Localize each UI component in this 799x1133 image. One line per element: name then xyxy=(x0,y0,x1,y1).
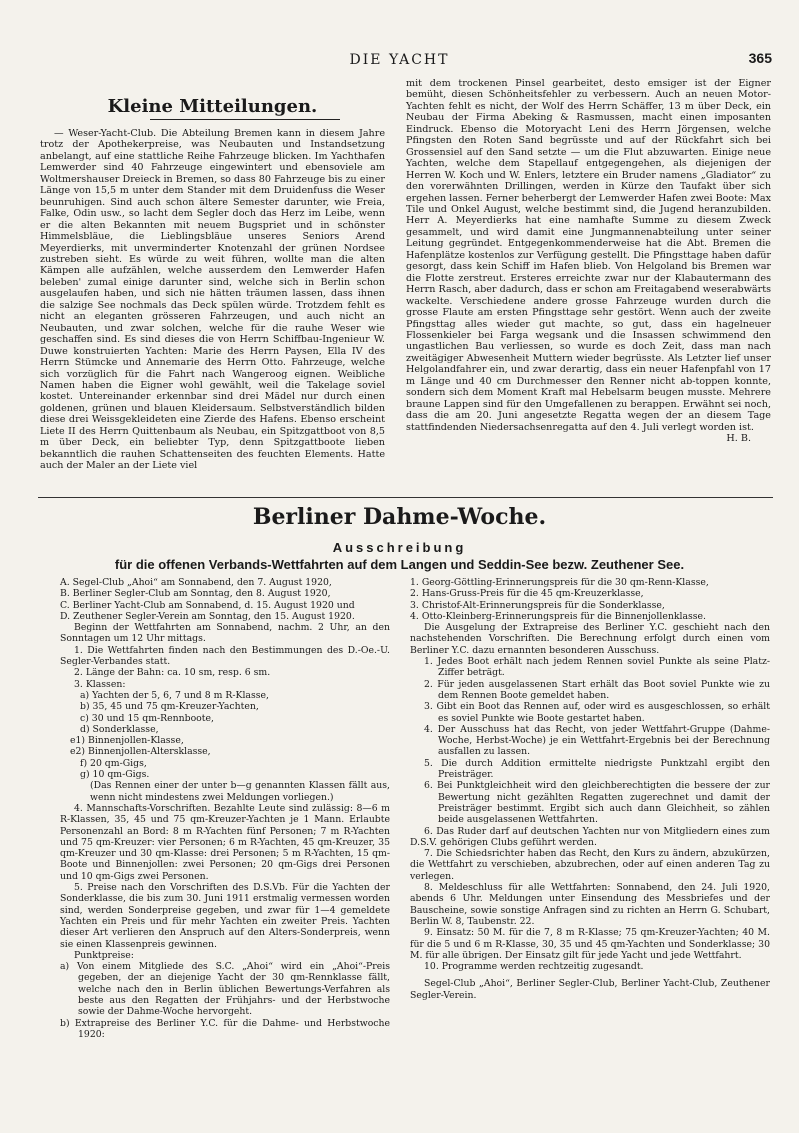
article-subtitle: Ausschreibung xyxy=(332,540,467,555)
paragraph: 7. Die Schiedsrichter haben das Recht, den Kurs zu ändern, abzukürzen, die Wettfahrt zu verschieben, abzubrechen, oder auf einen anderen Tag zu verlegen. xyxy=(410,848,770,882)
list-item: A. Segel-Club „Ahoi“ am Sonnabend, den 7. August 1920, xyxy=(60,577,332,588)
list-item: a) Von einem Mitgliede des S.C. „Ahoi“ wird ein „Ahoi“-Preis gegeben, der an diejenige Yacht der 30 qm-Rennklasse fällt, welche nach den in Berlin üblichen Bewertungs-Verfahren als beste aus den Regatten der Frühjahrs- und der Herbstwoche sowie der Dahme-Woche hervorgeht. xyxy=(60,961,390,1018)
signatories: Segel-Club „Ahoi“, Berliner Segler-Club, Berliner Yacht-Club, Zeuthener Segler-Verein. xyxy=(410,978,770,1001)
paragraph: 6. Das Ruder darf auf deutschen Yachten nur von Mitgliedern eines zum D.S.V. gehörigen Clubs geführt werden. xyxy=(410,825,770,848)
note: (Das Rennen einer der unter b—g genannten Klassen fällt aus, wenn nicht mindestens zwei Meldungen vorliegen.) xyxy=(90,780,390,803)
list-item: 4. Der Ausschuss hat das Recht, von jeder Wettfahrt-Gruppe (Dahme-Woche, Herbst-Woche) je ein Wettfahrt-Ergebnis bei der Berechnung ausfallen zu lassen. xyxy=(424,723,770,758)
list-item: C. Berliner Yacht-Club am Sonnabend, d. 15. August 1920 und xyxy=(60,599,355,611)
list-item: c) 30 und 15 qm-Rennboote, xyxy=(80,712,214,724)
list-item: 5. Die durch Addition ermittelte niedrigste Punktzahl ergibt den Preisträger. xyxy=(424,757,770,781)
paragraph: Beginn der Wettfahrten am Sonnabend, nachm. 2 Uhr, an den Sonntagen um 12 Uhr mittags. xyxy=(60,622,390,645)
paragraph: 3. Klassen: xyxy=(74,678,126,690)
list-item: e1) Binnenjollen-Klasse, xyxy=(70,735,184,747)
list-item: f) 20 qm-Gigs, xyxy=(80,757,147,769)
list-item: b) Extrapreise des Berliner Y.C. für die Dahme- und Herbstwoche 1920: xyxy=(60,1017,390,1040)
list-item: 2. Für jeden ausgelassenen Start erhält das Boot soviel Punkte wie zu dem Rennen Boote gemeldet haben. xyxy=(424,678,770,701)
section-heading-kleine: Kleine Mitteilungen. xyxy=(107,96,318,117)
right-column xyxy=(406,78,771,445)
paragraph: 5. Preise nach den Vorschriften des D.S.Vb. Für die Yachten der Sonderklasse, die bis zum 30. Juni 1911 erstmalig vermessen worden sind, werden Sonderpreise gegeben, und zwar für 1—4 gemeldete Yachten ein Preis und für mehr Yachten ein zweiter Preis. Yachten dieser Art verlieren den Anspruch auf den Alters-Sonderpreis, wenn sie einen Klassenpreis gewinnen. xyxy=(60,882,390,950)
list-item: b) 35, 45 und 75 qm-Kreuzer-Yachten, xyxy=(80,701,259,713)
list-item: d) Sonderklasse, xyxy=(80,723,159,735)
list-item: 3. Gibt ein Boot das Rennen auf, oder wird es ausgeschlossen, so erhält es soviel Punkte wie Boote gestartet haben. xyxy=(424,701,770,724)
running-header-title: DIE YACHT xyxy=(349,52,450,68)
paragraph: 4. Mannschafts-Vorschriften. Bezahlte Leute sind zulässig: 8—6 m R-Klassen, 35, 45 und 75 qm-Kreuzer-Yachten je 1 Mann. Erlaubte Personenzahl an Bord: 8 m R-Yachten fünf Personen; 7 m R-Yachten und 75 qm-Kreuzer: vier Personen; 6 m R-Yachten, 45 qm-Kreuzer, 35 qm-Kreuzer und 30 qm-Klasse: drei Personen; 5 m R-Yachten, 15 qm-Boote und Binnenjollen: zwei Personen; 20 qm-Gigs drei Personen und 10 qm-Gigs zwei Personen. xyxy=(60,802,390,882)
paragraph: 9. Einsatz: 50 M. für die 7, 8 m R-Klasse; 75 qm-Kreuzer-Yachten; 40 M. für die 5 und 6 m R-Klasse, 30, 35 und 45 qm-Yachten und Sonderklasse; 30 M. für alle übrigen. Der Einsatz gilt für jede Yacht und jede Wettfahrt. xyxy=(410,927,770,961)
article-subtitle-2: für die offenen Verbands-Wettfahrten auf dem Langen und Seddin-See bezw. Zeuthener See. xyxy=(114,557,685,572)
paragraph: 2. Länge der Bahn: ca. 10 sm, resp. 6 sm. xyxy=(74,667,271,679)
page-number: 365 xyxy=(748,50,772,66)
list-item: e2) Binnenjollen-Altersklasse, xyxy=(70,746,211,758)
list-item: 1. Jedes Boot erhält nach jedem Rennen soviel Punkte als seine Platz-Ziffer beträgt. xyxy=(424,656,770,679)
paragraph: Die Ausgelung der Extrapreise des Berliner Y.C. geschieht nach den nachstehenden Vorschriften. Die Berechnung erfolgt durch einen vom Berliner Y.C. dazu ernannten besonderen Ausschuss. xyxy=(410,622,770,656)
heading-underline xyxy=(150,119,340,120)
rules-column-right xyxy=(410,577,770,1001)
paragraph: 1. Die Wettfahrten finden nach den Bestimmungen des D.-Oe.-U. Segler-Verbandes statt. xyxy=(60,644,390,668)
left-column xyxy=(40,128,385,472)
rules-column-left xyxy=(60,577,390,1040)
paragraph: — Weser-Yacht-Club. Die Abteilung Bremen kann in diesem Jahre trotz der Apothekerpreise, was Neubauten und Instandsetzung anbelangt, auf eine stattliche Reihe Fahrzeuge blicken. Im Yachthafen Lemwerder sind 40 Fahrzeuge eingewintert und ebensoviele am Woltmershauser Dreieck in Bremen, so dass 80 Fahrzeuge bis zu einer Länge von 15,5 m unter dem Stander mit dem Druidenfuss die Weser beunruhigen. Sind auch schon ältere Semester darunter, wie Freia, Falke, Odin usw., so lacht dem Segler doch das Herz im Leibe, wenn er die alten Bekannten mit neuem Bugspriet und in schönster Himmelsbläue, die Lieblingsbläue unseres Seniors Arend Meyerdierks, mit unverminderter Knotenzahl der grünen Nordsee zustreben sieht. Es würde zu weit führen, wollte man die alten Kämpen alle aufzählen, welche ausserdem den Lemwerder Hafen beleben' zumal einige darunter sind, welche sich in Berlin schon ausgelaufen haben, und sich nie hätten träumen lassen, dass ihnen die salzige See nochmals das Deck spülen würde. Trotzdem fehlt es nicht an eleganten grösseren Fahrzeugen, und auch nicht an Neubauten, und zwar solchen, welche für die rauhe Weser wie geschaffen sind. Es sind dieses die von Herrn Schiffbau-Ingenieur W. Duwe konstruierten Yachten: Marie des Herrn Paysen, Ella IV des Herrn Stümcke und Annemarie des Herrn Otto. Fahrzeuge, welche sich vorzüglich für die Fahrt nach Wangeroog eignen. Weibliche Namen haben die Eigner wohl gewählt, weil die Takelage soviel kostet. Untereinander erkennbar sind drei Mädel nur durch einen goldenen, grünen und blauen Kleidersaum. Selbstverständlich bilden diese drei Weissgekleideten eine Zierde des Hafens. Ebenso erscheint Liete II des Herrn Quittenbaum als Neubau, ein Spitzgattboot von 8,5 m über Deck, ein beliebter Typ, denn Spitzgattboote lieben bekanntlich die rauhen Schattenseiten des feuchten Elements. Hatte auch der Maler an der Liete viel xyxy=(40,128,385,472)
article-title: Berliner Dahme-Woche. xyxy=(252,504,547,530)
paragraph: Punktpreise: xyxy=(74,949,134,961)
list-item: D. Zeuthener Segler-Verein am Sonntag, den 15. August 1920. xyxy=(60,610,355,622)
list-item: 2. Hans-Gruss-Preis für die 45 qm-Kreuzerklasse, xyxy=(410,588,644,600)
list-item: 4. Otto-Kleinberg-Erinnerungspreis für die Binnenjollenklasse. xyxy=(410,610,706,622)
list-item: 6. Bei Punktgleichheit wird den gleichberechtigten die bessere der zur Bewertung nicht gezählten Regatten zugerechnet und damit der Preisträger bestimmt. Ergibt sich auch dann Gleichheit, so zählen beide ausgelassenen Wettfahrten. xyxy=(424,780,770,826)
list-item: 1. Georg-Göttling-Erinnerungspreis für die 30 qm-Renn-Klasse, xyxy=(410,577,709,588)
paragraph: mit dem trockenen Pinsel gearbeitet, desto emsiger ist der Eigner bemüht, diesen Schönheitsfehler zu verbessern. Auch an neuen Motor-Yachten fehlt es nicht, der Wolf des Herrn Schäffer, 13 m über Deck, ein Neubau der Firma Abeking & Rasmussen, macht einen imposanten Eindruck. Ebenso die Motoryacht Leni des Herrn Jörgensen, welche Pfingsten den Roten Sand begrüsste und auf der Rückfahrt sich bei Grossensiel auf den Sand setzte — um die Flut abzuwarten. Einige neue Yachten, welche dem Stapellauf entgegengehen, als diejenigen der Herren W. Koch und W. Enlers, letztere ein Bruder namens „Gladiator“ zu den vorerwähnten Drillingen, werden in Kürze den Taufakt über sich ergehen lassen. Ferner beherbergt der Lemwerder Hafen zwei Boote: Max Tile und Onkel August, welche bestimmt sind, die Jugend heranzubilden. Herr A. Meyerdierks hat eine namhafte Summe zu diesem Zweck gesammelt, und wird damit eine Jungmannenabteilung unter seiner Leitung gegründet. Entgegenkommenderweise hat die Abt. Bremen die Hafenplätze kostenlos zur Verfügung gestellt. Die Pfingsttage haben dafür gesorgt, dass kein Schiff im Hafen blieb. Von Helgoland bis Bremen war die Flotte zerstreut. Ersteres erreichte zwar nur der Klabautermann des Herrn Rasch, aber dadurch, dass er schon am Freitagabend weserabwärts wackelte. Verschiedene andere grosse Fahrzeuge wurden durch die grosse Flaute am ersten Pfingsttage sehr gestört. Wenn auch der zweite Pfingsttag alles wieder gut machte, so gut, dass ein hagelneuer Flossenkieler bei Farga wegsank und die Insassen schwimmend den ungastlichen Bau verliessen, so wurde es doch Zeit, dass man nach zweitägiger Abwesenheit Muttern wieder begrüsste. Als Letzter lief unser Helgolandfahrer ein, und zwar derartig, dass ein neuer Hafenpfahl von 17 m Länge und 40 cm Durchmesser den Renner nicht ab-toppen konnte, sondern sich dem Moment Kraft mal Hebelsarm beugen musste. Mehrere braune Lappen sind für den Umgefallenen zu berappen. Erwähnt sei noch, dass die am 20. Juni angesetzte Regatta wegen der an diesem Tage stattfindenden Niedersachsenregatta auf den 4. Juli verlegt worden ist. xyxy=(406,78,771,433)
list-item: B. Berliner Segler-Club am Sonntag, den 8. August 1920, xyxy=(60,588,331,600)
paragraph: 8. Meldeschluss für alle Wettfahrten: Sonnabend, den 24. Juli 1920, abends 6 Uhr. Meldungen unter Einsendung des Messbriefes und der Bauscheine, sowie sonstige Anfragen sind zu richten an Herrn G. Schubart, Berlin W. 8, Taubenstr. 22. xyxy=(410,882,770,927)
list-item: 3. Christof-Alt-Erinnerungspreis für die Sonderklasse, xyxy=(410,599,665,611)
list-item: a) Yachten der 5, 6, 7 und 8 m R-Klasse, xyxy=(80,689,269,701)
list-item: g) 10 qm-Gigs. xyxy=(80,769,150,781)
author-signature: H. B. xyxy=(726,433,751,445)
paragraph: 10. Programme werden rechtzeitig zugesandt. xyxy=(424,961,644,973)
section-divider xyxy=(38,497,773,498)
